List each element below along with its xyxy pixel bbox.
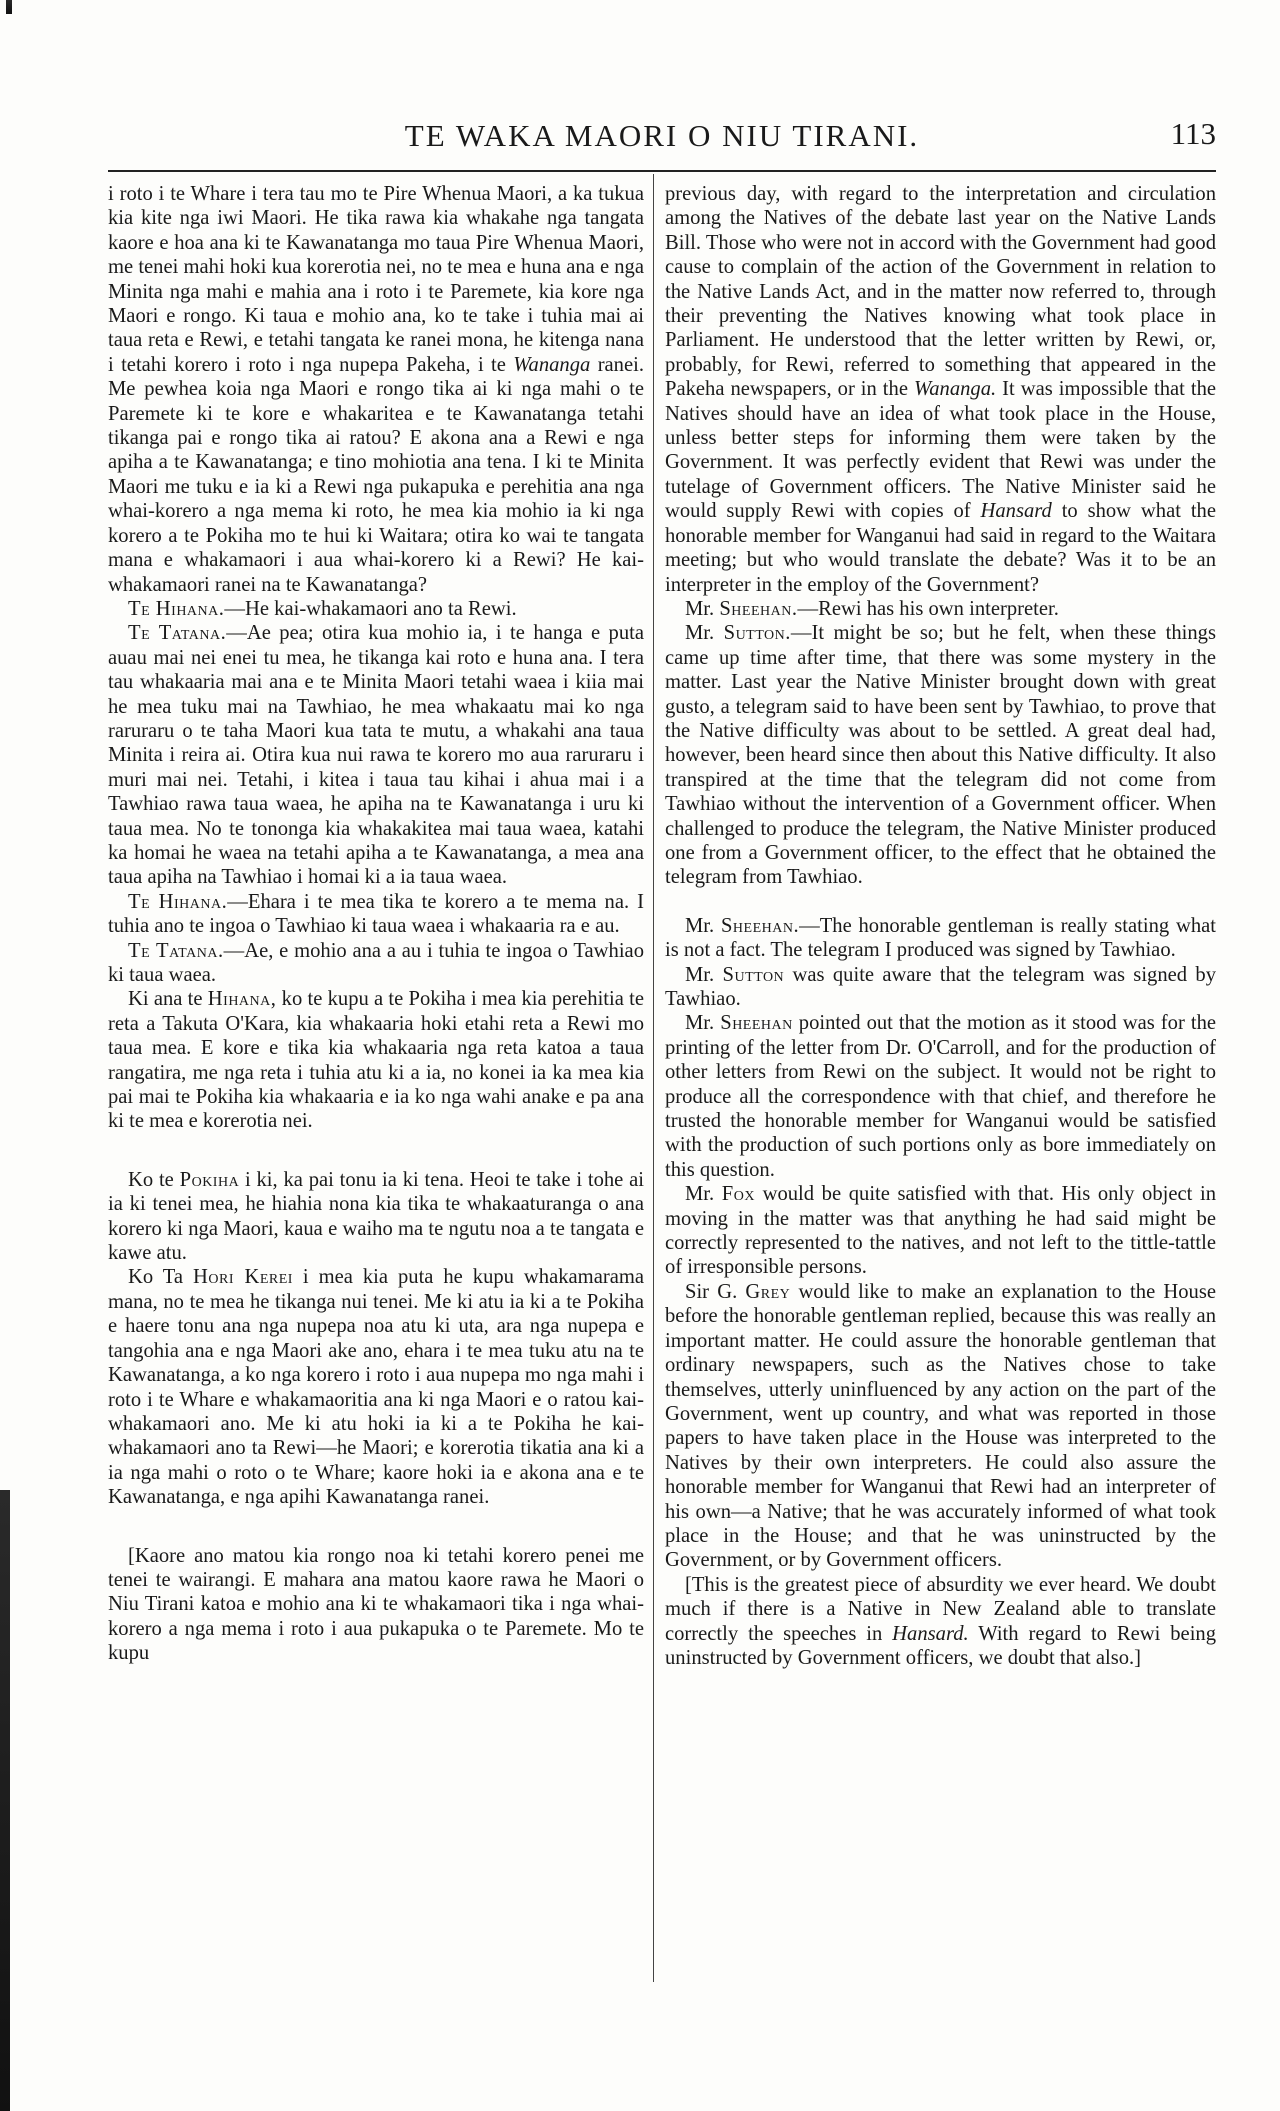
paragraph: i roto i te Whare i tera tau mo te Pire Whenua Maori, a ka tukua kia kite nga iwi Maori. He tika rawa kia whakahe nga tangata kaore e hoa ana ki te Kawanatanga mo taua Pire Whenua Maori, me tenei mahi hoki kua korerotia nei, no te mea e huna ana e nga Minita nga mahi e mahia ana i roto i te Paremete, kia kore nga Maori e rongo. Ki taua e mohio ana, ko te take i tuhia mai ai taua reta e Rewi, e tetahi tangata ke ranei mona, he kitenga nana i tetahi korero i roto i nga nupepa Pakeha, i te Wananga ranei. Me pewhea koia nga Maori e rongo tika ai ki nga mahi o te Paremete ki te kore e whakaritea e te Kawanatanga tetahi tikanga pai e rongo tika ai ratou? E akona ana a Rewi e nga apiha a te Kawanatanga; e tino mohiotia ana tena. I ki te Minita Maori me tuku e ia ki a Rewi nga pukapuka e perehitia ana nga whai-korero a nga mema ki roto, he mea kia mohio ia ki nga korero a te Pokiha mo te hui ki Waitara; otira ko wai te tangata mana e whakamaori i aua whai-korero ki a Rewi? He kai-whakamaori ranei na te Kawanatanga? — [108, 183, 644, 596]
paragraph: Mr. Sheehan pointed out that the motion as it stood was for the printing of the letter from Dr. O'Carroll, and for the production of other letters from Rewi on the subject. It would not be right to produce all the correspondence with that chief, and therefore he trusted the honorable member for Wanganui would be satisfied with the production of such portions only as bore immediately on this question. — [665, 1012, 1217, 1181]
speaker-name: Sutton. — [723, 622, 791, 645]
editorial-note: [This is the greatest piece of absurdity we ever heard. We doubt much if there is a Native in New Zealand able to translate correctly the speeches in Hansard. With regard to Rewi being uninstructed by Government officers, we doubt that also.] — [665, 1573, 1217, 1669]
english-column — [665, 182, 1216, 1670]
speaker-name: Hori Kerei — [193, 1266, 293, 1289]
speaker-name: Te Hihana. — [128, 890, 228, 913]
speaker-name: Sheehan — [720, 1012, 793, 1035]
paragraph: Mr. Sheehan.—The honorable gentleman is really stating what is not a fact. The telegram I produced was signed by Tawhiao. — [665, 914, 1216, 962]
running-head — [108, 112, 1216, 162]
paragraph: Sir G. Grey would like to make an explanation to the House before the honorable gentleman replied, because this was really an important matter. He could assure the honorable gentleman that ordinary newspapers, such as the Natives chose to take themselves, utterly uninfluenced by any action on the part of the Government, went up country, and what was reported in those papers to have taken place in the House was interpreted to the Natives by their own interpreters. He could also assure the honorable member for Wanganui that Rewi had an interpreter of his own—a Native; that he was accurately informed of what took place in the House; and that he was uninstructed by the Government, or by Government officers. — [665, 1280, 1217, 1572]
header-rule — [108, 170, 1216, 172]
paragraph: Mr. Sheehan.—Rewi has his own interpreter. — [685, 597, 1059, 620]
speaker-name: Sutton — [722, 963, 785, 986]
paragraph: Ko Ta Hori Kerei i mea kia puta he kupu whakamarama mana, no te mea he tikanga nui tenei. Me ki atu ia ki a te Pokiha e haere tonu ana nga nupepa noa atu ki uta, ara nga nupepa e tangohia ana e nga Maori ake ano, ehara i te mea tuku atu na te Kawanatanga, a ko nga korero i roto i aua nupepa mo nga mahi i roto i te Whare e whakamaoritia ana ki nga Maori e o ratou kai-whakamaori ano. Me ki atu hoki ia ki a te Pokiha he kai-whakamaori ano ta Rewi—he Maori; e korerotia tikatia ana ki a ia nga mahi o roto o te Whare; kaore hoki ia e akona ana e te Kawanatanga, e nga apihi Kawanatanga ranei. — [108, 1266, 644, 1509]
speaker-name: Sheehan. — [719, 597, 798, 620]
editorial-note: [Kaore ano matou kia rongo noa ki tetahi korero penei me tenei te wairangi. E mahara ana matou kaore rawa he Maori o Niu Tirani katoa e mohio ana ki te whakamaori tika i nga whai-korero a nga mema i roto i aua pukapuka o te Paremete. Mo te kupu — [108, 1544, 644, 1665]
speaker-name: Fox — [721, 1183, 755, 1206]
paragraph: Te Tatana.—Ae, e mohio ana a au i tuhia te ingoa o Tawhiao ki taua waea. — [108, 939, 644, 986]
maori-column — [108, 182, 644, 1666]
speaker-name: Hihana, — [207, 988, 277, 1011]
paragraph: Mr. Sutton.—It might be so; but he felt, when these things came up time after time, that there was some mystery in the matter. Last year the Native Minister brought down with great gusto, a telegram said to have been sent by Tawhiao, to prove that the Native difficulty was about to be settled. A great deal had, however, been heard since then about this Native difficulty. It also transpired at the time that the telegram did not come from Tawhiao without the intervention of a Government officer. When challenged to produce the telegram, the Native Minister produced one from a Government officer, to the effect that he obtained the telegram from Tawhiao. — [665, 622, 1216, 889]
speaker-name: Sheehan. — [720, 914, 800, 937]
paragraph: Te Tatana.—Ae pea; otira kua mohio ia, i te hanga e puta auau mai nei enei tu mea, he tikanga kai roto e huna ana. I tera tau whakaaria mai ana e te Minita Maori tetahi waea i kiia mai he mea tuku mai na Tawhiao, he mea whakaatu mai ko nga raruraru o te taha Maori kua tata te mutu, a whakahi ana taua Minita i reira ai. Otira kua nui rawa te korero mo aua raruraru i muri mai nei. Tetahi, i kitea i taua tau kihai i ahua mai i a Tawhiao rawa taua waea, he apiha na te Kawanatanga i uru ki taua mea. No te tononga kia whakakitea mai taua waea, katahi ka homai he waea na tetahi apiha a te Kawanatanga, a mea ana taua apiha na Tawhiao i homai ki a ia taua waea. — [108, 622, 644, 889]
paragraph: Ko te Pokiha i ki, ka pai tonu ia ki tena. Heoi te take i tohe ai ia ki tenei mea, he hiahia nona kia tika te whakaaturanga o ana korero ki nga Maori, kaua e waiho ma te ngutu noa a te tangata e kawe atu. — [108, 1168, 644, 1265]
speaker-name: Pokiha — [179, 1168, 240, 1191]
paragraph: Ki ana te Hihana, ko te kupu a te Pokiha i mea kia perehitia te reta a Takuta O'Kara, kia whakaaria hoki etahi reta a Rewi mo taua mea. E kore e tika kia whakaaria nga reta katoa a taua rangatira, me nga reta i tuhia atu ki a ia, no konei ia ka mea kia pai mai te Pokiha kia whakaaria e ia ko nga wahi anake e pa ana ki te mea e korerotia nei. — [108, 988, 644, 1133]
paragraph: Te Hihana.—Ehara i te mea tika te korero a te mema na. I tuhia ano te ingoa o Tawhiao ki taua waea i whakaaria ra e au. — [108, 890, 644, 938]
speaker-name: Grey — [745, 1280, 791, 1303]
paragraph: previous day, with regard to the interpretation and circulation among the Natives of the debate last year on the Native Lands Bill. Those who were not in accord with the Government had good cause to complain of the action of the Government in relation to the Native Lands Act, and in the matter now referred to, through their preventing the Natives knowing what took place in Parliament. He understood that the letter written by Rewi, or, probably, for Rewi, referred to something that appeared in the Pakeha newspapers, or in the Wananga. It was impossible that the Natives should have an idea of what took place in the House, unless better steps for informing them were taken by the Government. It was perfectly evident that Rewi was under the tutelage of Government officers. The Native Minister said he would supply Rewi with copies of Hansard to show what the honorable member for Wanganui had said in regard to the Waitara meeting; but who would translate the debate? Was it to be an interpreter in the employ of the Government? — [665, 183, 1217, 596]
margin-edge-mark — [0, 1490, 10, 2111]
speaker-name: Te Tatana. — [128, 939, 224, 962]
page-title: TE WAKA MAORI O NIU TIRANI. — [404, 118, 920, 153]
paragraph: Mr. Fox would be quite satisfied with that. His only object in moving in the matter was that anything he had said might be correctly represented to the natives, and not left to the tittle-tattle of irresponsible persons. — [665, 1183, 1216, 1279]
page-number: 113 — [1170, 116, 1216, 151]
paragraph: Mr. Sutton was quite aware that the telegram was signed by Tawhiao. — [665, 963, 1216, 1010]
column-divider — [653, 174, 654, 1982]
speaker-name: Te Tatana. — [128, 622, 227, 645]
speaker-name: Te Hihana. — [128, 597, 225, 620]
margin-edge-mark — [6, 0, 12, 14]
paragraph: Te Hihana.—He kai-whakamaori ano ta Rewi. — [128, 597, 517, 620]
